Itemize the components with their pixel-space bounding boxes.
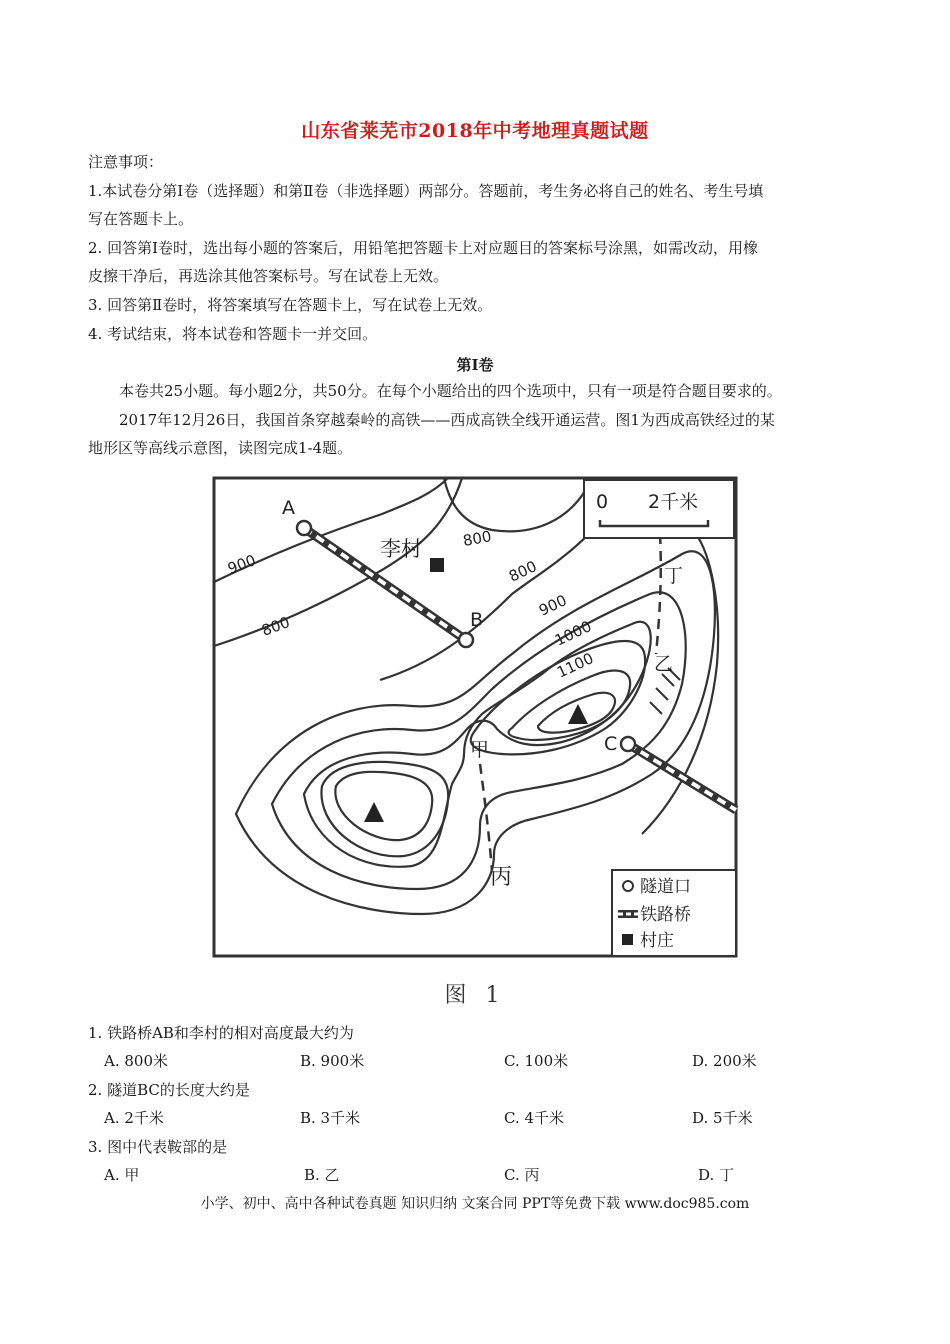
notice-line: 皮擦干净后，再选涂其他答案标号。写在试卷上无效。 bbox=[88, 267, 449, 285]
notice-line: 写在答题卡上。 bbox=[88, 210, 194, 228]
label-village-li: 李村 bbox=[380, 537, 422, 561]
question-option: A. 800米 bbox=[104, 1052, 168, 1070]
contour-label-800-top: 800 bbox=[461, 527, 493, 550]
contour-line bbox=[444, 478, 592, 531]
scale-length: 2千米 bbox=[648, 491, 699, 513]
question-option: C. 丙 bbox=[504, 1166, 540, 1184]
question-option: D. 200米 bbox=[692, 1052, 757, 1070]
question-stem: 3. 图中代表鞍部的是 bbox=[88, 1138, 228, 1156]
contour-label-900-mid: 900 bbox=[536, 591, 570, 620]
question-option: B. 3千米 bbox=[300, 1109, 361, 1127]
label-point-a: A bbox=[282, 497, 295, 519]
question-option: C. 4千米 bbox=[504, 1109, 565, 1127]
question-option: A. 甲 bbox=[104, 1166, 140, 1184]
question-option: B. 900米 bbox=[300, 1052, 365, 1070]
contour-label-900-left: 900 bbox=[225, 551, 259, 578]
notice-heading: 注意事项： bbox=[88, 153, 164, 171]
question-option: D. 丁 bbox=[698, 1166, 735, 1184]
legend-bridge-label: 铁路桥 bbox=[640, 905, 691, 925]
village-li-icon bbox=[430, 558, 444, 572]
contour-label-800-mid: 800 bbox=[506, 557, 540, 586]
map-legend bbox=[612, 870, 736, 956]
label-yi: 乙 bbox=[654, 653, 674, 675]
label-bing: 丙 bbox=[490, 865, 513, 890]
notice-line: 1.本试卷分第Ⅰ卷（选择题）和第Ⅱ卷（非选择题）两部分。答题前，考生务必将自己的姓名、考生号填 bbox=[88, 182, 764, 200]
contour-line bbox=[236, 551, 715, 914]
label-point-c: C bbox=[604, 733, 618, 755]
label-jia: 甲 bbox=[470, 739, 490, 761]
contour-label-1000: 1000 bbox=[552, 617, 595, 650]
contour-label-1100: 1100 bbox=[554, 649, 597, 682]
contour-label-800-left: 800 bbox=[259, 613, 293, 640]
contour-map-figure bbox=[212, 474, 740, 960]
question-option: C. 100米 bbox=[504, 1052, 569, 1070]
peak-right-icon bbox=[568, 704, 588, 724]
peak-left-icon bbox=[364, 802, 384, 822]
question-option: A. 2千米 bbox=[104, 1109, 164, 1127]
page-title: 山东省莱芜市2018年中考地理真题试题 bbox=[301, 120, 649, 142]
scale-zero: 0 bbox=[596, 491, 609, 513]
page-footer: 小学、初中、高中各种试卷真题 知识归纳 文案合同 PPT等免费下载 www.doc985.com bbox=[200, 1196, 750, 1212]
section-title: 第Ⅰ卷 bbox=[456, 356, 494, 374]
legend-village-icon bbox=[622, 934, 633, 945]
question-stem: 2. 隧道BC的长度大约是 bbox=[88, 1081, 250, 1099]
notice-line: 4. 考试结束，将本试卷和答题卡一并交回。 bbox=[88, 325, 378, 343]
label-point-b: B bbox=[470, 609, 484, 631]
contour-line bbox=[335, 772, 432, 840]
valley-line-ding bbox=[656, 534, 661, 654]
section-intro: 本卷共25小题。每小题2分，共50分。在每个小题给出的四个选项中，只有一项是符合题目要求的。 bbox=[119, 382, 782, 400]
tunnel-portal-b bbox=[459, 633, 473, 647]
question-option: D. 5千米 bbox=[692, 1109, 753, 1127]
legend-tunnel-icon bbox=[623, 881, 633, 891]
label-ding: 丁 bbox=[664, 565, 684, 587]
notice-line: 2. 回答第Ⅰ卷时，选出每小题的答案后，用铅笔把答题卡上对应题目的答案标号涂黑，如需改动，用橡 bbox=[88, 239, 759, 257]
passage-line: 地形区等高线示意图，读图完成1-4题。 bbox=[88, 439, 353, 457]
question-option: B. 乙 bbox=[304, 1166, 340, 1184]
figure-caption: 图 1 bbox=[444, 983, 506, 1008]
tunnel-portal-c bbox=[621, 737, 635, 751]
legend-tunnel-label: 隧道口 bbox=[640, 877, 691, 897]
notice-line: 3. 回答第Ⅱ卷时，将答案填写在答题卡上，写在试卷上无效。 bbox=[88, 296, 493, 314]
passage-line: 2017年12月26日，我国首条穿越秦岭的高铁——西成高铁全线开通运营。图1为西成高铁经过的某 bbox=[119, 411, 775, 429]
question-stem: 1. 铁路桥AB和李村的相对高度最大约为 bbox=[88, 1024, 354, 1042]
legend-village-label: 村庄 bbox=[640, 931, 674, 951]
scale-bar bbox=[584, 480, 734, 538]
tunnel-portal-a bbox=[297, 521, 311, 535]
railway-bridge-c bbox=[628, 744, 736, 810]
